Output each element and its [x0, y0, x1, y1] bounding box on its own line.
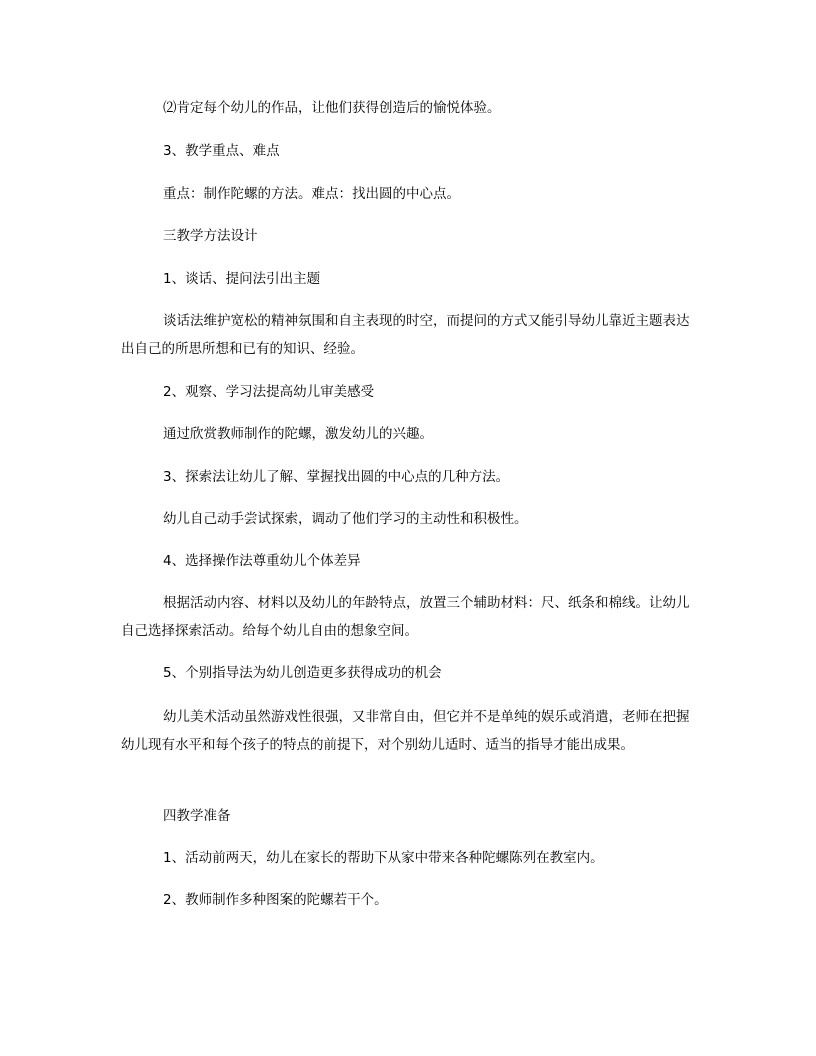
- section-heading: 四教学准备: [163, 808, 231, 824]
- section-heading: 3、教学重点、难点: [163, 143, 280, 159]
- paragraph: 幼儿美术活动虽然游戏性很强，又非常自由，但它并不是单纯的娱乐或消遣，老师在把握幼儿现有水平和每个孩子的特点的前提下，对个别幼儿适时、适当的指导才能出成果。: [121, 709, 690, 753]
- paragraph: 幼儿自己动手尝试探索，调动了他们学习的主动性和积极性。: [163, 511, 528, 527]
- subsection-heading: 1、谈话、提问法引出主题: [163, 271, 321, 287]
- paragraph: 谈话法维护宽松的精神氛围和自主表现的时空，而提问的方式又能引导幼儿靠近主题表达出自己的所思所想和已有的知识、经验。: [121, 313, 690, 357]
- paragraph: 1、活动前两天，幼儿在家长的帮助下从家中带来各种陀螺陈列在教室内。: [163, 850, 604, 866]
- paragraph: 重点：制作陀螺的方法。难点：找出圆的中心点。: [163, 186, 460, 202]
- subsection-heading: 2、观察、学习法提高幼儿审美感受: [163, 384, 375, 400]
- section-heading: 三教学方法设计: [163, 228, 258, 244]
- subsection-heading: 4、选择操作法尊重幼儿个体差异: [163, 553, 361, 569]
- subsection-heading: 5、个别指导法为幼儿创造更多获得成功的机会: [163, 665, 442, 681]
- paragraph: 通过欣赏教师制作的陀螺，激发幼儿的兴趣。: [163, 426, 433, 442]
- paragraph: 2、教师制作多种图案的陀螺若干个。: [163, 892, 388, 908]
- paragraph: 根据活动内容、材料以及幼儿的年龄特点，放置三个辅助材料：尺、纸条和棉线。让幼儿自己选择探索活动。给每个幼儿自由的想象空间。: [121, 595, 690, 639]
- paragraph: ⑵肯定每个幼儿的作品，让他们获得创造后的愉悦体验。: [163, 100, 501, 116]
- subsection-heading: 3、探索法让幼儿了解、掌握找出圆的中心点的几种方法。: [163, 469, 510, 485]
